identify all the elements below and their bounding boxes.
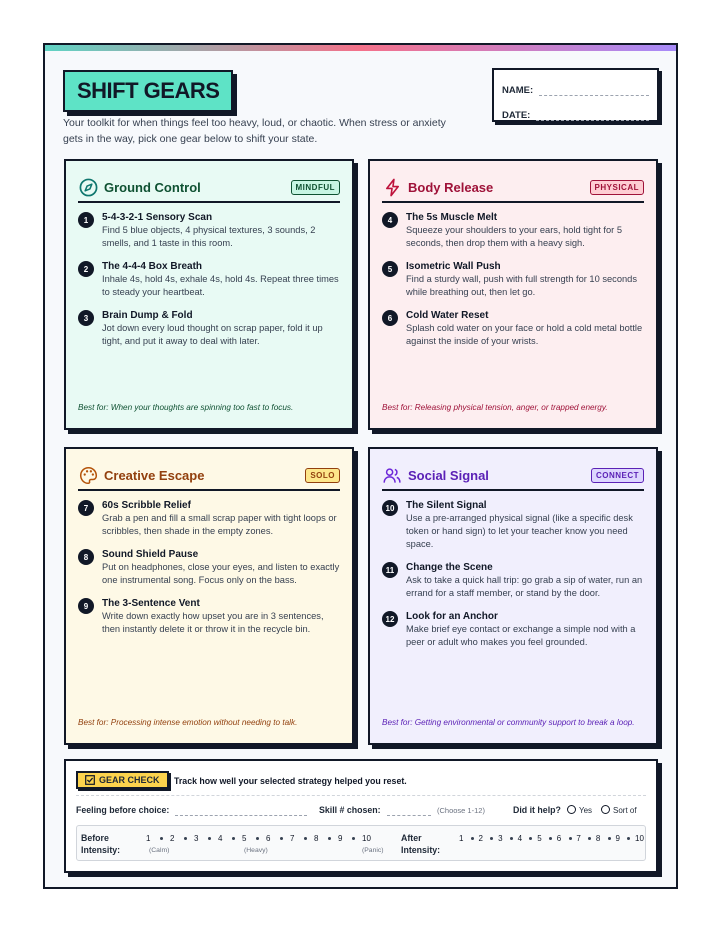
item-number: 1 bbox=[78, 212, 94, 228]
item-desc: Use a pre-arranged physical signal (like a specific desk token or hand sign) to let your teacher know you need space. bbox=[406, 513, 633, 549]
item-desc: Grab a pen and fill a small scrap paper with tight loops or scribbles, then shade in the empty zones. bbox=[102, 513, 337, 536]
compass-icon bbox=[78, 177, 98, 197]
badge-connect: CONNECT bbox=[591, 468, 644, 483]
scale-number[interactable]: 10 bbox=[635, 834, 644, 843]
item-number: 6 bbox=[382, 310, 398, 326]
card-body-release bbox=[368, 159, 658, 430]
list-item bbox=[382, 309, 644, 348]
item-title: The 5s Muscle Melt bbox=[406, 212, 498, 223]
palette-icon bbox=[78, 465, 98, 485]
item-number: 12 bbox=[382, 611, 398, 627]
item-number: 10 bbox=[382, 500, 398, 516]
scale-separator-dot bbox=[510, 837, 513, 840]
skill-field[interactable] bbox=[387, 805, 431, 816]
item-title: 60s Scribble Relief bbox=[102, 500, 191, 511]
scale-number[interactable]: 8 bbox=[595, 834, 601, 843]
item-desc: Jot down every loud thought on scrap paper, fold it up tight, and put it away to deal with later. bbox=[102, 323, 323, 346]
item-number: 9 bbox=[78, 598, 94, 614]
item-title: Sound Shield Pause bbox=[102, 549, 199, 560]
best-for-note: Best for: Getting environmental or community support to break a loop. bbox=[382, 718, 635, 727]
before-label-line2: Intensity: bbox=[81, 845, 121, 855]
item-desc: Put on headphones, close your eyes, and listen to exactly one instrumental song. Focus only on the bass. bbox=[102, 562, 340, 585]
scale-number[interactable]: 1 bbox=[459, 834, 464, 843]
item-title: Look for an Anchor bbox=[406, 611, 498, 622]
item-desc: Inhale 4s, hold 4s, exhale 4s, hold 4s. Repeat three times to steady your heartbeat. bbox=[102, 274, 339, 297]
card-title: Body Release bbox=[408, 179, 494, 195]
strategy-list bbox=[78, 211, 340, 358]
card-creative-escape bbox=[64, 447, 354, 745]
name-field[interactable] bbox=[539, 86, 649, 96]
list-item bbox=[382, 260, 644, 299]
scale-separator-dot bbox=[588, 837, 591, 840]
list-item bbox=[78, 548, 340, 587]
feeling-label: Feeling before choice: bbox=[76, 805, 170, 815]
name-row bbox=[502, 77, 649, 96]
gear-check-badge bbox=[76, 771, 169, 789]
card-title: Creative Escape bbox=[104, 467, 205, 483]
scale-separator-dot bbox=[627, 837, 630, 840]
scale-number[interactable]: 6 bbox=[266, 834, 271, 843]
item-number: 5 bbox=[382, 261, 398, 277]
best-for-note: Best for: Releasing physical tension, anger, or trapped energy. bbox=[382, 403, 608, 412]
date-label: DATE: bbox=[502, 110, 531, 121]
divider bbox=[76, 795, 646, 796]
tracker-instructions: Track how well your selected strategy helped you reset. bbox=[174, 776, 407, 786]
badge-physical: PHYSICAL bbox=[590, 180, 644, 195]
list-item bbox=[382, 610, 644, 649]
radio-yes[interactable] bbox=[567, 805, 576, 814]
logo-title: SHIFT GEARS bbox=[63, 70, 233, 112]
feeling-field[interactable] bbox=[175, 805, 307, 816]
item-title: Isometric Wall Push bbox=[406, 261, 501, 272]
yes-label: Yes bbox=[579, 806, 593, 815]
lightning-icon bbox=[382, 177, 402, 197]
item-title: The 4-4-4 Box Breath bbox=[102, 261, 203, 272]
after-label-line1: After bbox=[401, 833, 422, 843]
item-desc: Ask to take a quick hall trip: go grab a sip of water, run an errand for a staff member, or stand by the door. bbox=[406, 575, 643, 598]
name-label: NAME: bbox=[502, 85, 534, 96]
item-desc: Splash cold water on your face or hold a cold metal bottle against the inside of your wrists. bbox=[406, 323, 643, 346]
date-row bbox=[502, 102, 649, 121]
item-number: 7 bbox=[78, 500, 94, 516]
tracker-row bbox=[76, 805, 646, 819]
scale-separator-dot bbox=[529, 837, 532, 840]
scale-number[interactable]: 4 bbox=[517, 834, 523, 843]
item-desc: Squeeze your shoulders to your ears, hold tight for 5 seconds, then drop them with a heavy sigh. bbox=[406, 225, 623, 248]
scale-separator-dot bbox=[471, 837, 474, 840]
list-item bbox=[78, 309, 340, 348]
scale-number[interactable]: 7 bbox=[290, 834, 295, 843]
card-header bbox=[78, 173, 340, 203]
skill-hint: (Choose 1-12) bbox=[437, 806, 485, 815]
scale-number[interactable]: 8 bbox=[314, 834, 319, 843]
item-desc: Make brief eye contact or exchange a simple nod with a peer or adult who makes you feel grounded. bbox=[406, 624, 636, 647]
strategy-list bbox=[382, 211, 644, 358]
checkbox-icon bbox=[85, 775, 95, 785]
card-ground-control bbox=[64, 159, 354, 430]
logo-wrap bbox=[63, 70, 233, 112]
sort-of-label: Sort of bbox=[613, 806, 637, 815]
card-title: Social Signal bbox=[408, 467, 489, 483]
card-header bbox=[382, 461, 644, 491]
after-scale[interactable] bbox=[77, 826, 645, 860]
item-number: 8 bbox=[78, 549, 94, 565]
item-number: 2 bbox=[78, 261, 94, 277]
list-item bbox=[382, 561, 644, 600]
list-item bbox=[382, 499, 644, 551]
scale-number[interactable]: 3 bbox=[194, 834, 199, 843]
item-desc: Find a sturdy wall, push with full strength for 10 seconds while breathing out, then let go. bbox=[406, 274, 637, 297]
scale-number[interactable]: 6 bbox=[556, 834, 562, 843]
item-title: The Silent Signal bbox=[406, 500, 487, 511]
item-number: 3 bbox=[78, 310, 94, 326]
date-field[interactable] bbox=[536, 111, 649, 121]
item-title: Change the Scene bbox=[406, 562, 493, 573]
best-for-note: Best for: Processing intense emotion without needing to talk. bbox=[78, 718, 298, 727]
scale-separator-dot bbox=[608, 837, 611, 840]
list-item bbox=[78, 211, 340, 250]
gear-check-label: GEAR CHECK bbox=[99, 775, 160, 785]
name-date-box bbox=[492, 68, 659, 122]
intensity-scale bbox=[76, 825, 646, 861]
best-for-note: Best for: When your thoughts are spinning too fast to focus. bbox=[78, 403, 294, 412]
calm-caption: (Calm) bbox=[149, 847, 170, 854]
scale-number[interactable]: 10 bbox=[362, 834, 371, 843]
worksheet-page bbox=[43, 43, 678, 889]
gear-check-tracker bbox=[64, 759, 658, 873]
item-desc: Write down exactly how upset you are in 3 sentences, then instantly delete it or throw it in the recycle bin. bbox=[102, 611, 324, 634]
scale-separator-dot bbox=[490, 837, 493, 840]
card-header bbox=[78, 461, 340, 491]
scale-number[interactable]: 9 bbox=[338, 834, 343, 843]
skill-label: Skill # chosen: bbox=[319, 805, 381, 815]
scale-number[interactable]: 5 bbox=[537, 834, 542, 843]
list-item bbox=[78, 499, 340, 538]
strategy-list bbox=[382, 499, 644, 659]
badge-mindful: MINDFUL bbox=[291, 180, 341, 195]
radio-sort-of[interactable] bbox=[601, 805, 610, 814]
sort-of-option[interactable] bbox=[601, 805, 637, 815]
badge-solo: SOLO bbox=[305, 468, 340, 483]
scale-number[interactable]: 9 bbox=[615, 834, 620, 843]
panic-caption: (Panic) bbox=[362, 847, 384, 854]
strategy-list bbox=[78, 499, 340, 646]
list-item bbox=[78, 597, 340, 636]
scale-number[interactable]: 2 bbox=[170, 834, 175, 843]
scale-separator-dot bbox=[569, 837, 572, 840]
scale-number[interactable]: 2 bbox=[478, 834, 483, 843]
item-number: 11 bbox=[382, 562, 398, 578]
heavy-caption: (Heavy) bbox=[244, 847, 268, 854]
scale-number[interactable]: 4 bbox=[218, 834, 223, 843]
item-title: The 3-Sentence Vent bbox=[102, 598, 200, 609]
before-label-line1: Before bbox=[81, 833, 109, 843]
item-desc: Find 5 blue objects, 4 physical textures, 3 sounds, 2 smells, and 1 taste in this room. bbox=[102, 225, 316, 248]
scale-number[interactable]: 3 bbox=[498, 834, 503, 843]
item-number: 4 bbox=[382, 212, 398, 228]
scale-number[interactable]: 7 bbox=[576, 834, 581, 843]
card-header bbox=[382, 173, 644, 203]
people-icon bbox=[382, 465, 402, 485]
scale-number[interactable]: 5 bbox=[242, 834, 247, 843]
intro-text: Your toolkit for when things feel too heavy, loud, or chaotic. When stress or anxiety gets in the way, pick one gear below to shift your state. bbox=[63, 117, 446, 145]
item-title: 5-4-3-2-1 Sensory Scan bbox=[102, 212, 213, 223]
scale-number[interactable]: 1 bbox=[146, 834, 151, 843]
card-title: Ground Control bbox=[104, 179, 201, 195]
help-label: Did it help? bbox=[513, 805, 561, 815]
list-item bbox=[78, 260, 340, 299]
after-label-line2: Intensity: bbox=[401, 845, 441, 855]
gradient-top-bar bbox=[45, 45, 676, 51]
scale-separator-dot bbox=[549, 837, 552, 840]
list-item bbox=[382, 211, 644, 250]
card-social-signal bbox=[368, 447, 658, 745]
item-title: Brain Dump & Fold bbox=[102, 310, 193, 321]
item-title: Cold Water Reset bbox=[406, 310, 489, 321]
yes-option[interactable] bbox=[567, 805, 592, 815]
